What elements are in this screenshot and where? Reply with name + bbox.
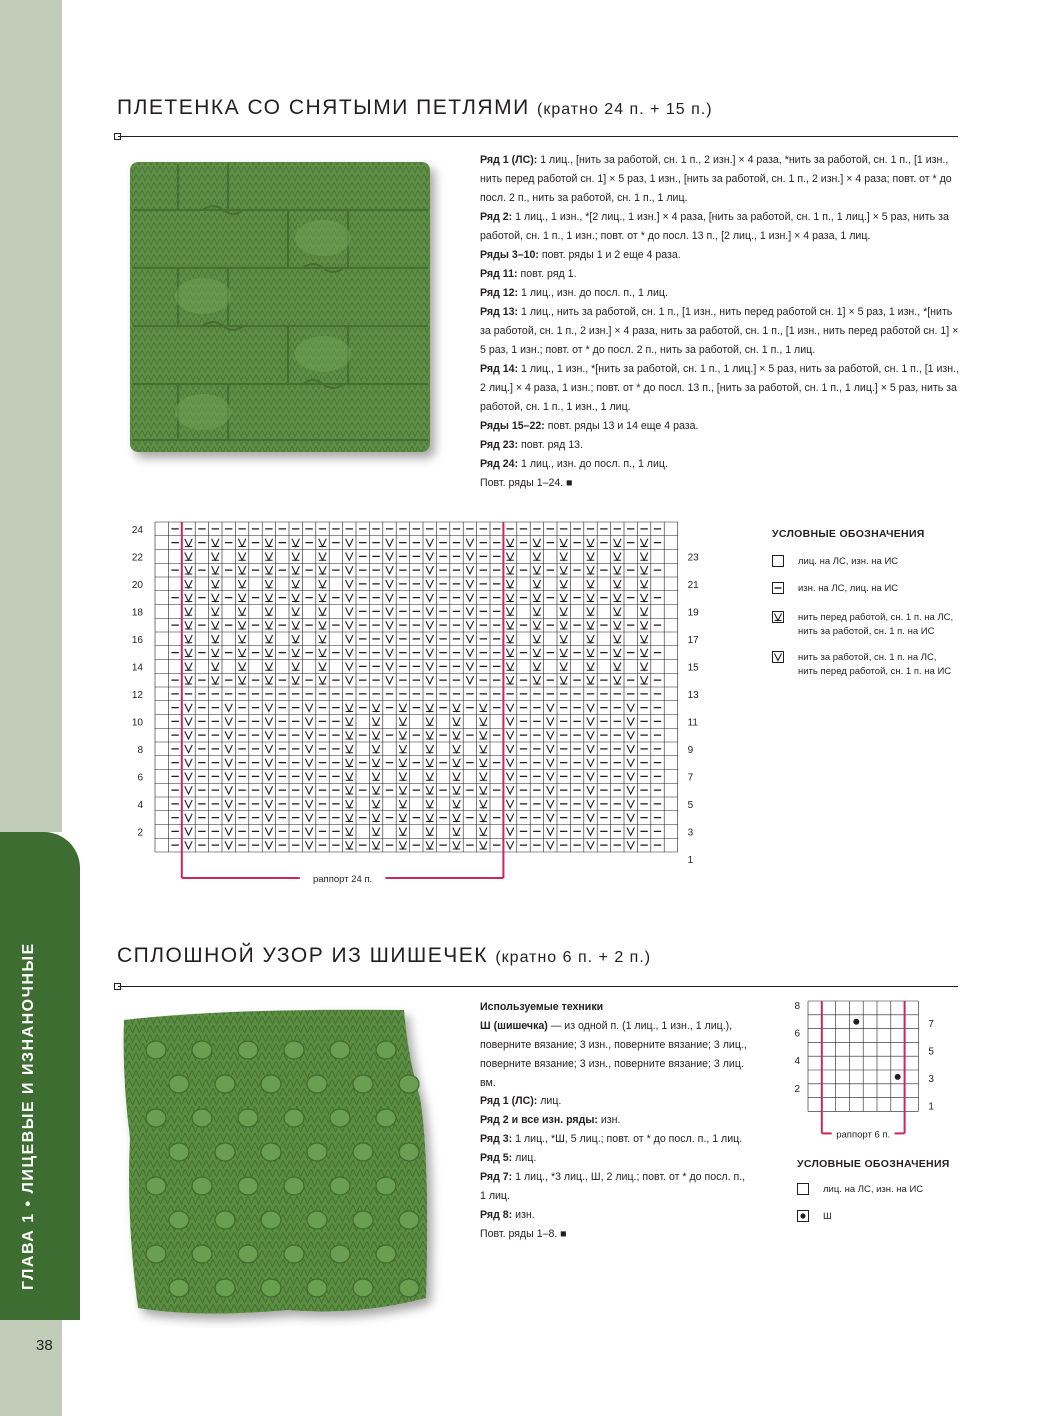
instruction-label: Ряд 14: xyxy=(480,363,519,375)
instruction-label: Ряд 5: xyxy=(480,1152,513,1164)
section-subtitle: (кратно 6 п. + 2 п.) xyxy=(495,949,652,966)
section-title-text: ПЛЕТЕНКА СО СНЯТЫМИ ПЕТЛЯМИ xyxy=(117,96,530,119)
instruction-label: Ряды 3–10: xyxy=(480,249,539,261)
chapter-label: ГЛАВА 1 • ЛИЦЕВЫЕ И ИЗНАНОЧНЫЕ xyxy=(20,942,37,1290)
row-number: 1 xyxy=(928,1101,934,1113)
repeat-label: раппорт 6 п. xyxy=(836,1129,891,1141)
row-number: 4 xyxy=(137,799,143,811)
instruction-text: повт. ряд 13. xyxy=(518,439,583,451)
instruction-text: лиц. xyxy=(512,1152,537,1164)
legend-label-line: нить перед работой, сн. 1 п. на ИС xyxy=(798,666,952,677)
row-number: 5 xyxy=(687,799,694,811)
row-number: 8 xyxy=(137,744,143,756)
instruction-text: 1 лиц., изн. до посл. п., 1 лиц. xyxy=(518,287,668,299)
row-number: 1 xyxy=(687,854,694,866)
legend-label-line: Ш xyxy=(823,1211,832,1222)
legend-label xyxy=(823,1210,832,1224)
section-title-text: СПЛОШНОЙ УЗОР ИЗ ШИШЕЧЕК xyxy=(117,944,488,967)
bobble-symbol xyxy=(853,1019,859,1025)
instruction-text: 1 лиц., изн. до посл. п., 1 лиц. xyxy=(518,458,668,470)
instruction-label: Ряд 7: xyxy=(480,1171,513,1183)
legend-item xyxy=(797,1210,832,1224)
row-number: 7 xyxy=(687,772,694,784)
legend-title-1: УСЛОВНЫЕ ОБОЗНАЧЕНИЯ xyxy=(772,528,925,540)
row-number: 13 xyxy=(687,689,699,701)
instruction-label: Ряд 1 (ЛС): xyxy=(480,154,538,166)
instruction-text: 1 лиц., [нить за работой, сн. 1 п., 2 изн.] × 4 раза, *нить за работой, сн. 1 п., [1 изн., нить перед работой сн. 1] × 5 раз, 1 изн., [нить за работой, сн. 1 п., 2 изн.] × 4 раза; повт. от * до посл. 2 п., нить за работой, сн. 1 п., 1 лиц. xyxy=(480,154,952,204)
row-number: 6 xyxy=(794,1028,800,1040)
instruction-text: изн. xyxy=(597,1114,621,1126)
instruction-label: Ряд 3: xyxy=(480,1133,513,1145)
legend-title-2: УСЛОВНЫЕ ОБОЗНАЧЕНИЯ xyxy=(797,1158,950,1170)
row-number: 5 xyxy=(928,1046,934,1058)
instruction-label: Ряд 2 и все изн. ряды: xyxy=(480,1114,598,1126)
row-number: 21 xyxy=(687,579,699,591)
instruction-label: Ш (шишечка) xyxy=(480,1020,548,1032)
legend-label xyxy=(823,1183,923,1197)
instruction-text: повт. ряды 13 и 14 еще 4 раза. xyxy=(544,420,699,432)
row-number: 6 xyxy=(137,772,143,784)
instruction-label: Ряд 12: xyxy=(480,287,519,299)
instruction-label: Ряд 24: xyxy=(480,458,519,470)
instruction-label: Ряд 2: xyxy=(480,211,513,223)
instruction-text: — из одной п. (1 лиц., 1 изн., 1 лиц.), поверните вязание; 3 изн., поверните вязание; 3 лиц., поверните вязание; 3 изн., поверните вязание; 3 лиц. вм. xyxy=(480,1020,747,1089)
legend-item xyxy=(797,1183,923,1197)
empty-square-icon xyxy=(797,1183,809,1195)
row-number: 19 xyxy=(687,607,699,619)
instruction-text: 1 лиц., 1 изн., *[2 лиц., 1 изн.] × 4 раза, [нить за работой, сн. 1 п., 1 лиц.] × 5 раз, нить за работой, сн. 1 п., 1 изн.; повт. от * до посл. 13 п., [2 лиц., 1 изн.] × 4 раза, 1 лиц. xyxy=(480,211,949,242)
instruction-text: Повт. ряды 1–8. ■ xyxy=(480,1228,567,1240)
instruction-text: изн. xyxy=(512,1209,535,1221)
row-number: 9 xyxy=(687,744,694,756)
legend-label-line: нить за работой, сн. 1 п. на ИС xyxy=(798,626,935,637)
row-number: 17 xyxy=(687,634,699,646)
row-number: 18 xyxy=(131,607,143,619)
techniques-title: Используемые техники xyxy=(480,1001,604,1013)
instruction-label: Ряд 11: xyxy=(480,268,518,280)
instruction-text: 1 лиц., *3 лиц., Ш, 2 лиц.; повт. от * до посл. п., 1 лиц. xyxy=(480,1171,746,1202)
instruction-text: повт. ряд 1. xyxy=(517,268,577,280)
row-number: 16 xyxy=(131,634,143,646)
instruction-label: Ряд 13: xyxy=(480,306,519,318)
row-number: 24 xyxy=(131,524,143,536)
row-number: 11 xyxy=(687,717,698,729)
legend-label-line: лиц. на ЛС, изн. на ИС xyxy=(798,556,899,567)
section-subtitle: (кратно 24 п. + 15 п.) xyxy=(537,101,713,118)
row-number: 4 xyxy=(794,1056,800,1068)
instruction-label: Ряды 15–22: xyxy=(480,420,545,432)
row-number: 14 xyxy=(131,662,143,674)
instruction-text: Повт. ряды 1–24. ■ xyxy=(480,477,573,489)
legend-label-line: лиц. на ЛС, изн. на ИС xyxy=(823,1184,924,1195)
row-number: 3 xyxy=(687,827,694,839)
instruction-text: 1 лиц., 1 изн., *[нить за работой, сн. 1 п., 1 лиц.] × 5 раз, нить за работой, сн. 1 п., [1 изн., 2 лиц.] × 4 раза, 1 изн.; повт. от * до посл. 13 п., [нить за работой, сн. 1 п., 1 лиц.] × 5 раз, нить за работой, сн. 1 п., 1 изн., 1 лиц. xyxy=(480,363,960,413)
row-number: 2 xyxy=(137,827,143,839)
row-number: 8 xyxy=(794,1001,800,1012)
row-number: 22 xyxy=(131,552,143,564)
instruction-text: повт. ряды 1 и 2 еще 4 раза. xyxy=(538,249,681,261)
page-number: 38 xyxy=(36,1337,53,1354)
row-number: 20 xyxy=(131,579,143,591)
row-number: 3 xyxy=(928,1074,934,1085)
bobble-symbol xyxy=(895,1074,901,1080)
instruction-text: лиц. xyxy=(537,1095,562,1107)
row-number: 10 xyxy=(131,717,143,729)
chart-grid xyxy=(808,1001,918,1111)
instruction-text: 1 лиц., *Ш, 5 лиц.; повт. от * до посл. п., 1 лиц. xyxy=(512,1133,743,1145)
instruction-label: Ряд 8: xyxy=(480,1209,513,1221)
row-number: 2 xyxy=(794,1083,800,1095)
row-number: 12 xyxy=(131,689,143,701)
row-number: 15 xyxy=(687,662,699,674)
repeat-label: раппорт 24 п. xyxy=(312,874,373,885)
bobble-dot-icon xyxy=(797,1210,809,1222)
legend-label-line: нить за работой, сн. 1 п. на ЛС, xyxy=(798,652,937,663)
row-number: 23 xyxy=(687,552,699,564)
legend-label-line: изн. на ЛС, лиц. на ИС xyxy=(798,583,899,594)
instruction-label: Ряд 1 (ЛС): xyxy=(480,1095,538,1107)
instruction-text: 1 лиц., нить за работой, сн. 1 п., [1 изн., нить перед работой сн. 1] × 5 раз, 1 изн., *[нить за работой, сн. 1 п., 2 изн.] × 4 раза, нить за работой, сн. 1 п., [1 изн., нить перед работой сн. 1] × 5 раз, 1 изн.; повт. от * до посл. 2 п., нить за работой, сн. 1 п., 1 лиц. xyxy=(480,306,959,356)
row-number: 7 xyxy=(928,1018,934,1030)
instruction-label: Ряд 23: xyxy=(480,439,519,451)
legend-label-line: нить перед работой, сн. 1 п. на ЛС, xyxy=(798,612,954,623)
